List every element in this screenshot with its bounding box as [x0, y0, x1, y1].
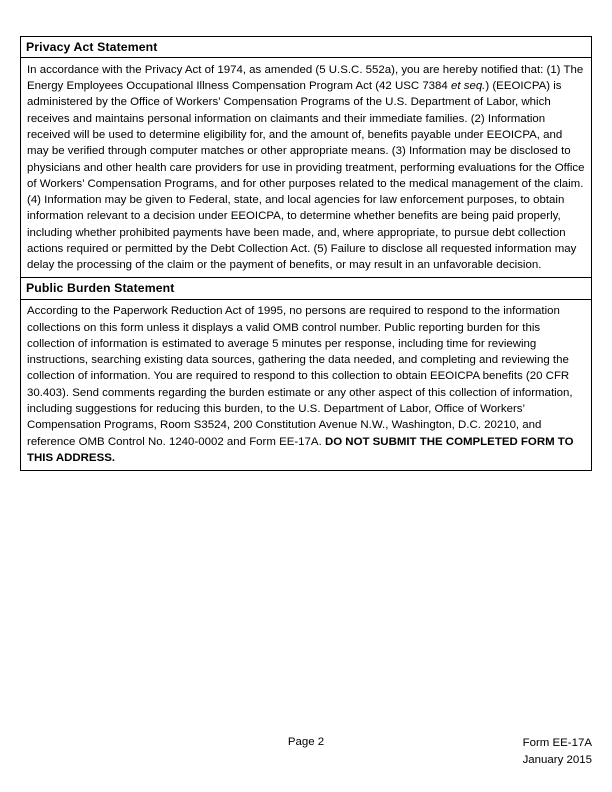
privacy-act-text-part-2: ) (EEOICPA) is administered by the Office of Workers’ Compensation Programs of the U.S. Department of Labor, which receives and maintains personal information on claimants and their immediate families. (2) Information received will be used to determine eligibility for, and the amount of, benefits payable under EEOICPA, and may be verified through computer matches or other appropriate means. (3) Information may be disclosed to physicians and other health care providers for use in providing treatment, performing evaluations for the Office of Workers’ Compensation Programs, and for other purposes related to the medical management of the claim. (4) Information may be given to Federal, state, and local agencies for law enforcement purposes, to obtain information relevant to a decision under EEOICPA, to determine whether benefits are being paid properly, including whether prohibited payments have been made, and, where appropriate, to pursue debt collection actions required or permitted by the Debt Collection Act. (5) Failure to disclose all requested information may delay the processing of the claim or the payment of benefits, or may result in an unfavorable decision.: [27, 80, 585, 272]
public-burden-text-part-1: According to the Paperwork Reduction Act of 1995, no persons are required to respond to the information collections on this form unless it displays a valid OMB control number. Public reporting burden for this collection of information is estimated to average 5 minutes per response, including time for reviewing instructions, searching existing data sources, gathering the data needed, and completing and reviewing the collection of information. You are required to respond to this collection to obtain EEOICPA benefits (20 CFR 30.403). Send comments regarding the burden estimate or any other aspect of this collection of information, including suggestions for reducing this burden, to the U.S. Department of Labor, Office of Workers’ Compensation Programs, Room S3524, 200 Constitution Avenue N.W., Washington, D.C. 20210, and reference OMB Control No. 1240-0002 and Form EE-17A.: [27, 305, 573, 448]
privacy-act-statement-heading: Privacy Act Statement: [21, 37, 591, 58]
public-burden-do-not-submit-notice: DO NOT SUBMIT THE COMPLETED FORM TO THIS ADDRESS.: [27, 435, 574, 464]
footer-form-info: [523, 735, 592, 768]
privacy-act-text-italic-citation: et seq.: [450, 80, 486, 93]
privacy-act-statement-box: [20, 36, 592, 278]
footer-form-name: Form EE-17A: [522, 737, 592, 749]
public-burden-statement-body: [21, 300, 591, 470]
privacy-act-statement-body: [21, 58, 591, 277]
statement-boxes: [20, 36, 592, 471]
footer-form-date: January 2015: [522, 753, 592, 766]
privacy-act-text-part-1: In accordance with the Privacy Act of 1974, as amended (5 U.S.C. 552a), you are hereby notified that: (1) The Energy Employees Occupational Illness Compensation Program Act (42 USC 7384: [27, 63, 584, 93]
public-burden-statement-box: [20, 278, 592, 471]
privacy-act-statement-paragraph: [27, 62, 585, 274]
public-burden-statement-paragraph: [27, 303, 585, 466]
public-burden-statement-heading: Public Burden Statement: [21, 278, 591, 299]
footer-page-number: Page 2: [287, 736, 325, 748]
